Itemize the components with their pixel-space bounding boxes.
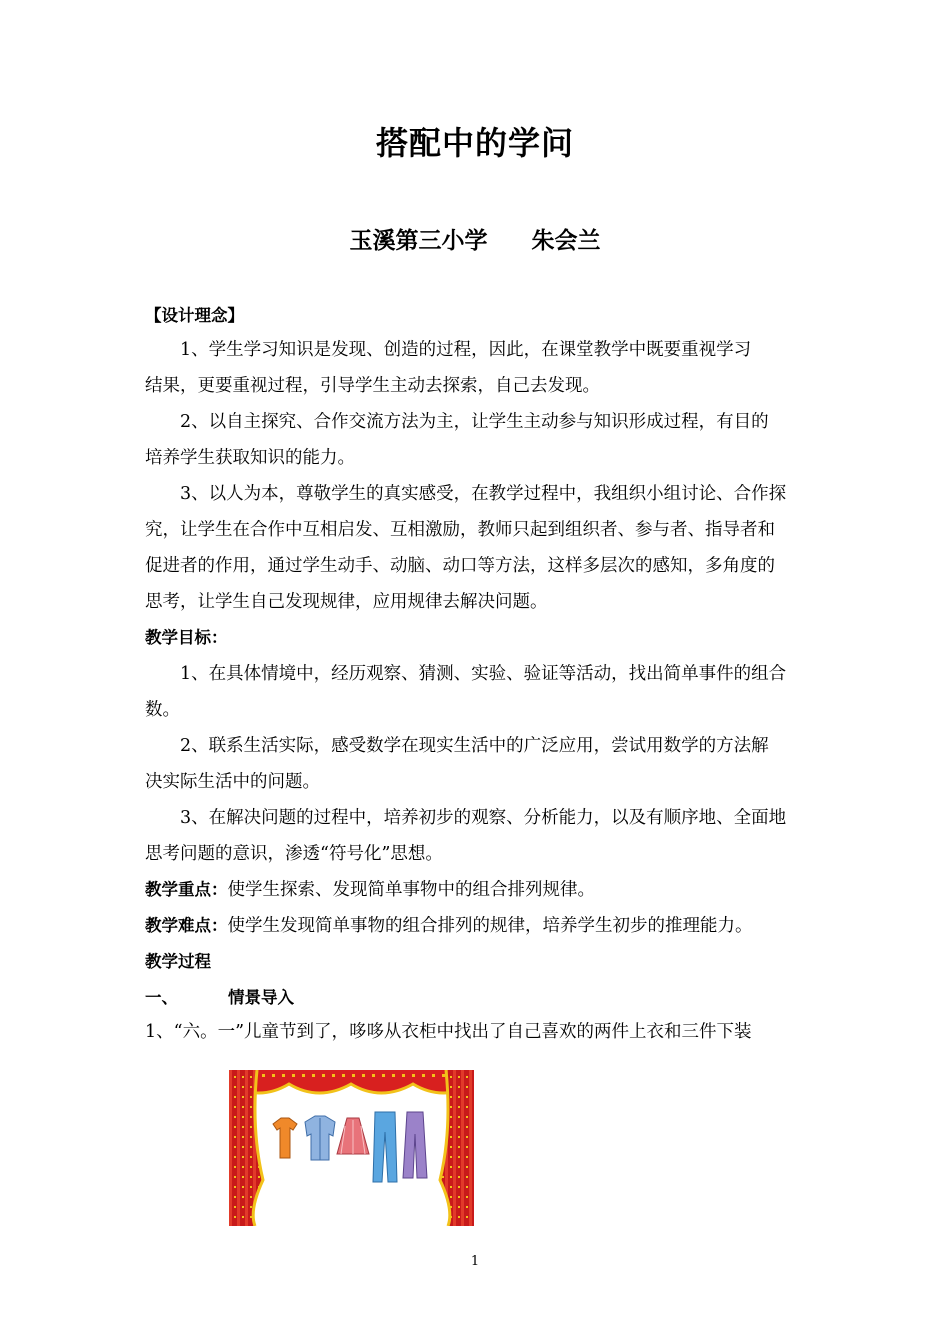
- author-name: 朱会兰: [531, 228, 601, 254]
- heading-goals: 教学目标：: [145, 628, 228, 647]
- heading-design-concept: 【设计理念】: [145, 306, 244, 325]
- step-title: 情景导入: [228, 988, 294, 1007]
- paragraph-line: 促进者的作用，通过学生动手、动脑、动口等方法，这样多层次的感知，多角度的: [145, 556, 775, 576]
- paragraph-line: 3、以人为本，尊敬学生的真实感受，在教学过程中，我组织小组讨论、合作探: [180, 484, 787, 504]
- school-name: 玉溪第三小学: [349, 228, 488, 254]
- paragraph-line: 1、“六。一”儿童节到了，哆哆从衣柜中找出了自己喜欢的两件上衣和三件下装: [145, 1022, 752, 1042]
- author-line: [0, 222, 950, 255]
- stage-clothes-illustration: [229, 1070, 474, 1226]
- paragraph-line: 2、以自主探究、合作交流方法为主，让学生主动参与知识形成过程，有目的: [180, 412, 769, 432]
- page-number: 1: [470, 1254, 480, 1269]
- step-number: 一、: [145, 988, 178, 1007]
- paragraph-line: 结果，更要重视过程，引导学生主动去探索，自己去发现。: [145, 376, 600, 396]
- key-point-label: 教学重点：: [145, 880, 228, 899]
- difficulty-line: [145, 912, 753, 937]
- paragraph-line: 思考问题的意识，渗透“符号化”思想。: [145, 844, 443, 864]
- document-title: 搭配中的学问: [375, 124, 574, 162]
- key-point-line: [145, 876, 595, 901]
- paragraph-line: 决实际生活中的问题。: [145, 772, 320, 792]
- paragraph-line: 思考，让学生自己发现规律，应用规律去解决问题。: [145, 592, 548, 612]
- difficulty-text: 使学生发现简单事物的组合排列的规律，培养学生初步的推理能力。: [227, 916, 753, 936]
- paragraph-line: 3、在解决问题的过程中，培养初步的观察、分析能力，以及有顺序地、全面地: [180, 808, 787, 828]
- paragraph-line: 2、联系生活实际，感受数学在现实生活中的广泛应用，尝试用数学的方法解: [180, 736, 769, 756]
- paragraph-line: 1、在具体情境中，经历观察、猜测、实验、验证等活动，找出简单事件的组合: [180, 664, 787, 684]
- key-point-text: 使学生探索、发现简单事物中的组合排列规律。: [227, 880, 595, 900]
- difficulty-label: 教学难点：: [145, 916, 228, 935]
- heading-process: 教学过程: [145, 952, 211, 971]
- paragraph-line: 数。: [145, 700, 180, 720]
- paragraph-line: 培养学生获取知识的能力。: [145, 448, 355, 468]
- step-heading: [145, 984, 294, 1008]
- paragraph-line: 1、学生学习知识是发现、创造的过程，因此，在课堂教学中既要重视学习: [180, 340, 752, 360]
- paragraph-line: 究，让学生在合作中互相启发、互相激励，教师只起到组织者、参与者、指导者和: [145, 520, 775, 540]
